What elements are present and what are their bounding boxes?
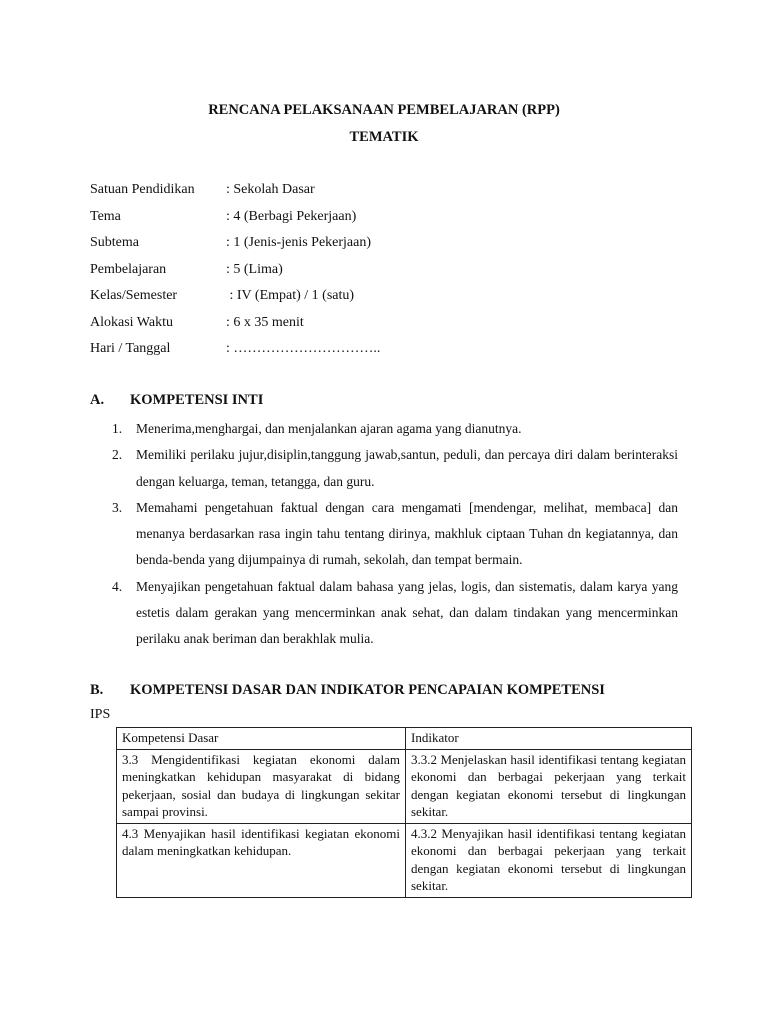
identity-row — [90, 339, 380, 366]
list-number: 4. — [112, 578, 123, 594]
identity-row — [90, 286, 380, 313]
section-title: KOMPETENSI DASAR DAN INDIKATOR PENCAPAIAN KOMPETENSI — [130, 682, 605, 698]
section-heading-kompetensi-inti — [90, 392, 263, 409]
identity-block — [90, 180, 380, 366]
identity-value: : 6 x 35 menit — [226, 314, 304, 330]
identity-value: : 4 (Berbagi Pekerjaan) — [226, 208, 357, 224]
identity-label: Satuan Pendidikan — [90, 182, 195, 197]
list-number: 2. — [112, 447, 123, 463]
identity-value: : Sekolah Dasar — [226, 182, 315, 197]
identity-label: Hari / Tanggal — [90, 341, 171, 356]
identity-value: : 1 (Jenis-jenis Pekerjaan) — [226, 235, 372, 250]
list-number: 3. — [112, 499, 123, 515]
identity-value: : 5 (Lima) — [226, 261, 283, 277]
competency-table — [116, 727, 692, 898]
identity-value: : IV (Empat) / 1 (satu) — [226, 288, 355, 303]
table-cell: 3.3 Mengidentifikasi kegiatan ekonomi dalam meningkatkan kehidupan masyarakat di bidang pekerjaan, sosial dan budaya di lingkungan sekitar sampai provinsi. — [117, 749, 406, 823]
document-title: RENCANA PELAKSANAAN PEMBELAJARAN (RPP) — [208, 102, 560, 118]
subject-label: IPS — [90, 707, 111, 722]
table-row — [117, 749, 692, 823]
table-row — [117, 823, 692, 897]
table-cell: 4.3.2 Menyajikan hasil identifikasi tentang kegiatan ekonomi dan berbagai pekerjaan yang terkait dengan kegiatan ekonomi tersebut di lingkungan sekitar. — [406, 823, 692, 897]
document-subtitle: TEMATIK — [349, 129, 419, 145]
list-number: 1. — [112, 421, 123, 436]
list-text: Memiliki perilaku jujur,disiplin,tanggung jawab,santun, peduli, dan percaya diri dalam berinteraksi dengan keluarga, teman, tetangga, dan guru. — [136, 447, 678, 489]
section-title: KOMPETENSI INTI — [130, 392, 264, 408]
section-letter: B. — [90, 682, 104, 698]
section-letter: A. — [90, 392, 105, 408]
identity-row — [90, 207, 380, 234]
list-item — [90, 416, 678, 442]
section-heading-kompetensi-dasar — [90, 682, 605, 699]
identity-row — [90, 313, 380, 340]
identity-label: Tema — [90, 208, 121, 224]
identity-row — [90, 180, 380, 207]
identity-label: Alokasi Waktu — [90, 314, 173, 330]
list-item — [90, 495, 678, 574]
column-header: Indikator — [406, 728, 692, 750]
identity-value: : ………………………….. — [226, 341, 381, 356]
kompetensi-inti-list — [90, 416, 678, 653]
table-cell: 4.3 Menyajikan hasil identifikasi kegiatan ekonomi dalam meningkatkan kehidupan. — [117, 823, 406, 897]
identity-label: Pembelajaran — [90, 261, 167, 277]
list-text: Memahami pengetahuan faktual dengan cara mengamati [mendengar, melihat, membaca] dan menanya berdasarkan rasa ingin tahu tentang dirinya, makhluk ciptaan Tuhan dn kegiatannya, dan benda-benda yang dijumpainya di rumah, sekolah, dan tempat bermain. — [136, 499, 678, 568]
identity-row — [90, 233, 380, 260]
list-text: Menyajikan pengetahuan faktual dalam bahasa yang jelas, logis, dan sistematis, dalam karya yang estetis dalam gerakan yang mencerminkan anak sehat, dan dalam tindakan yang mencerminkan perilaku anak beriman dan berakhlak mulia. — [136, 578, 678, 647]
list-item — [90, 574, 678, 653]
identity-label: Kelas/Semester — [90, 288, 178, 303]
table-cell: 3.3.2 Menjelaskan hasil identifikasi tentang kegiatan ekonomi dan berbagai pekerjaan yang terkait dengan kegiatan ekonomi tersebut di lingkungan sekitar. — [406, 749, 692, 823]
identity-label: Subtema — [90, 235, 139, 250]
identity-row — [90, 260, 380, 287]
list-item — [90, 442, 678, 495]
list-text: Menerima,menghargai, dan menjalankan ajaran agama yang dianutnya. — [136, 421, 522, 436]
column-header: Kompetensi Dasar — [117, 728, 406, 750]
table-header-row — [117, 728, 692, 750]
